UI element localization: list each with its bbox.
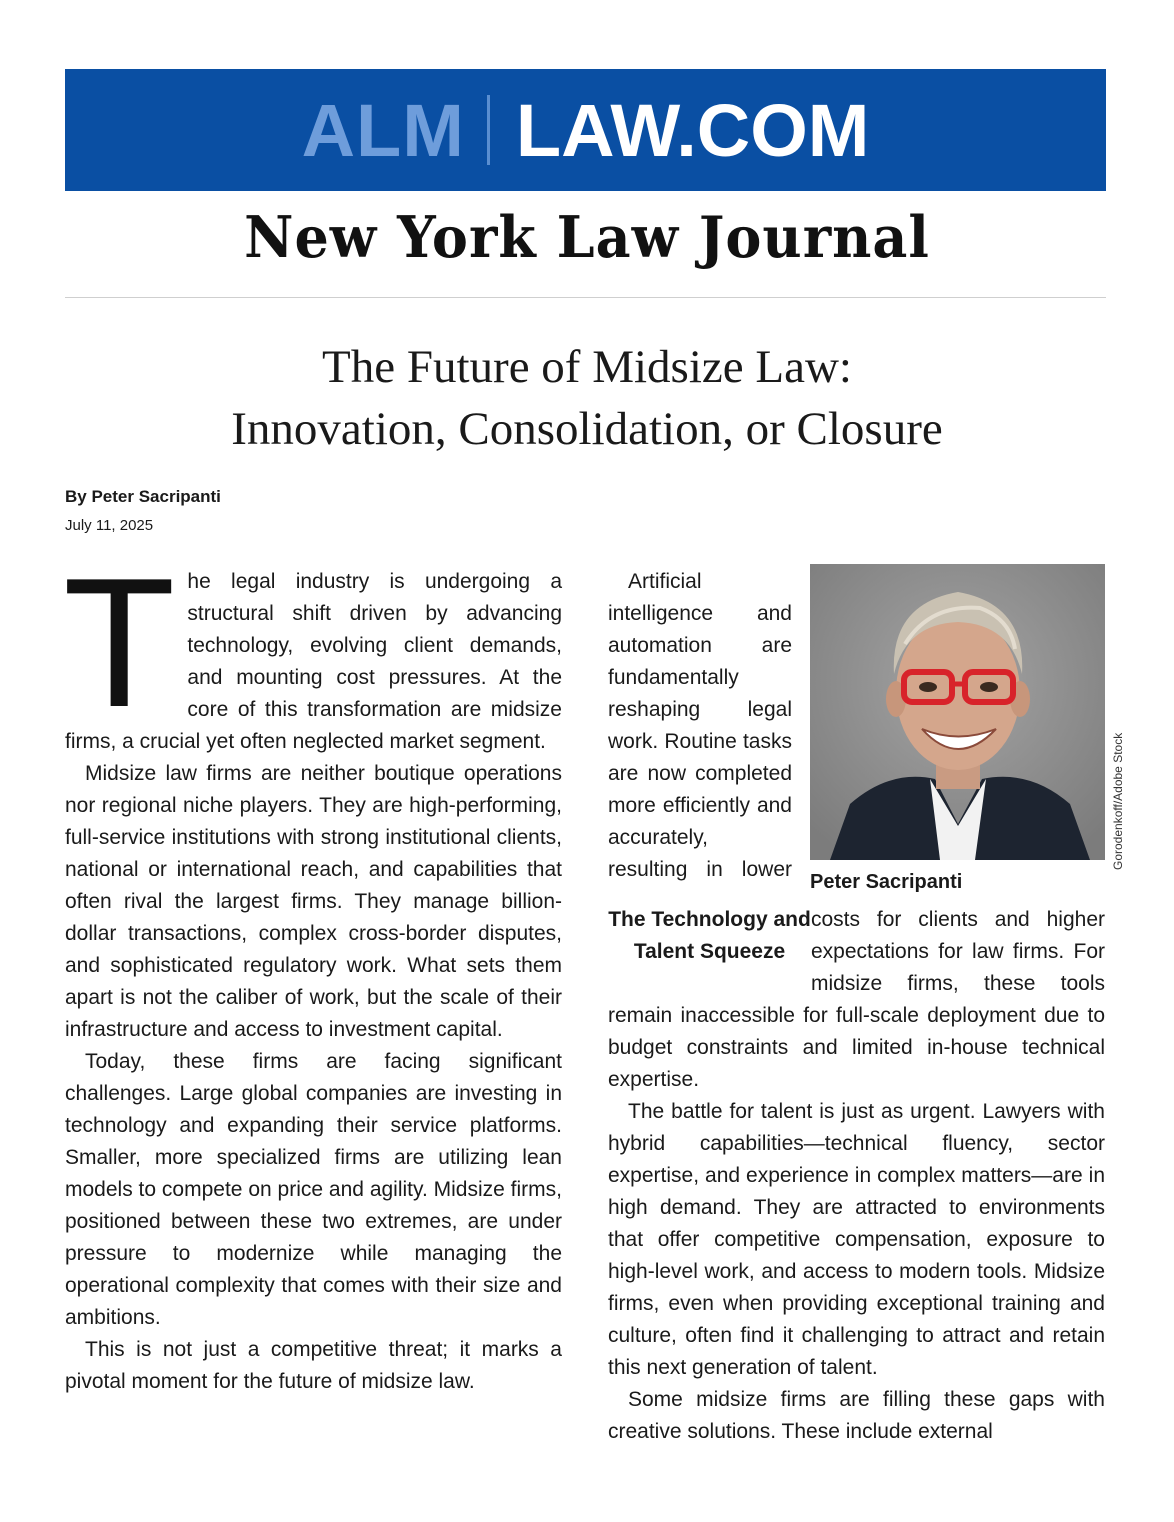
article-byline: By Peter Sacripanti <box>65 487 221 506</box>
photo-caption: Peter Sacripanti <box>810 871 963 893</box>
headline-line-1: The Future of Midsize Law: <box>322 341 852 393</box>
author-photo <box>810 564 1105 860</box>
photo-credit: Gorodenkoff/Adobe Stock <box>1111 732 1125 870</box>
paragraph: Artificial intelligence and automation are fundamentally reshaping legal work. Routine tasks are now completed more efficiently and accurately, resulting in lower costs for clients and higher expectations for law firms. For midsize firms, these tools remain inaccessible for full-scale deployment due to budget constraints and limited in-house technical expertise. <box>608 570 1105 1091</box>
paragraph: The battle for talent is just as urgent. Lawyers with hybrid capabilities—technical fluency, sector expertise, and experience in complex matters—are in high demand. They are attracted to environments that offer competitive compensation, exposure to high-level work, and access to modern tools. Midsize firms, even when providing exceptional training and culture, often find it challenging to attract and retain this next generation of talent. <box>608 1100 1105 1379</box>
paragraph: Today, these firms are facing significant challenges. Large global companies are investing in technology and expanding their service platforms. Smaller, more specialized firms are utilizing lean models to compete on price and agility. Midsize firms, positioned between these two extremes, are under pressure to modernize while managing the operational complexity that comes with their size and ambitions. <box>65 1050 562 1329</box>
drop-cap: T <box>63 539 176 745</box>
headline-line-2: Innovation, Consolidation, or Closure <box>231 403 943 455</box>
article-date: July 11, 2025 <box>65 517 154 534</box>
left-column <box>63 539 562 1398</box>
alm-logo: ALM <box>301 88 465 172</box>
publication-masthead: New York Law Journal <box>244 203 930 271</box>
paragraph: Some midsize firms are filling these gaps with creative solutions. These include external <box>608 1388 1105 1443</box>
paragraph: Midsize law firms are neither boutique operations nor regional niche players. They are high-performing, full-service institutions with strong institutional clients, national or international reach, and capabilities that often rival the largest firms. They manage billion-dollar transactions, complex cross-border disputes, and sophisticated regulatory work. What sets them apart is not the caliber of work, but the scale of their infrastructure and access to investment capital. <box>65 762 562 1041</box>
paragraph-text: he legal industry is undergoing a structural shift driven by advancing technology, evolving client demands, and mounting cost pressures. At the core of this transformation are midsize firms, a crucial yet often neglected market segment. <box>65 570 562 753</box>
right-column <box>608 566 1105 1448</box>
paragraph: This is not just a competitive threat; it marks a pivotal moment for the future of midsize law. <box>65 1338 562 1393</box>
logo-divider <box>487 95 490 165</box>
article-headline <box>0 336 1174 460</box>
section-heading: The Technology and Talent Squeeze <box>608 908 811 963</box>
lawcom-logo: LAW.COM <box>515 88 870 172</box>
masthead-divider <box>65 297 1106 298</box>
site-banner <box>65 69 1106 191</box>
paragraph <box>63 539 562 758</box>
author-photo-figure <box>810 564 1105 904</box>
